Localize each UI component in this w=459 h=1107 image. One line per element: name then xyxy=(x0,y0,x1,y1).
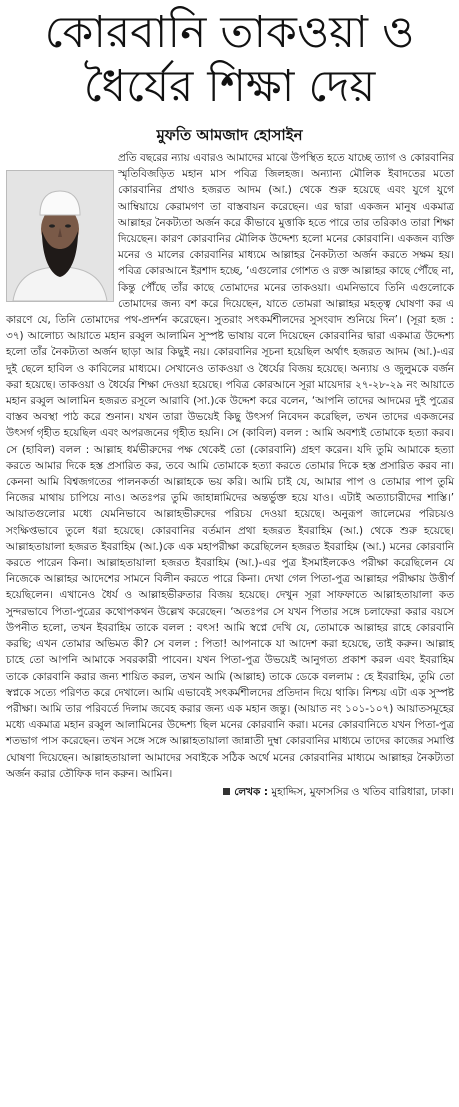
bullet-square-icon xyxy=(223,788,230,795)
author-note xyxy=(6,784,454,800)
author-note-text: মুহাদ্দিস, মুফাসসির ও খতিব বারিধারা, ঢাকা। xyxy=(271,785,454,798)
photo-spacer xyxy=(6,150,118,304)
headline-line-1: কোরবানি তাকওয়া ও xyxy=(44,7,415,58)
headline xyxy=(0,6,459,114)
author-byline: মুফতি আমজাদ হোসাইন xyxy=(156,126,303,144)
article-paragraph: প্রতি বছরের ন্যায় এবারও আমাদের মাঝে উপস্থিত হতে যাচ্ছে ত্যাগ ও কোরবানির স্মৃতিবিজড়িত মহান মাস পবিত্র জিলহজ। অন্যান্য মৌলিক ইবাদতের মতো কোরবানির প্রথাও হজরত আদম (আ.) থেকে শুরু হয়েছে এবং যুগে যুগে আম্বিয়ায়ে কেরামগণ তা বাস্তবায়ন করেছেন। এর দ্বারা একজন মানুষ একমাত্র আল্লাহর নৈকট্যতা অর্জন করে কীভাবে মুত্তাকি হতে পারে তার তরিকাও তারা শিক্ষা দিয়েছেন। কারণ কোরবানির মৌলিক উদ্দেশ্য হলো মনের কোরবানি। একজন ব্যক্তি মনের ও মালের কোরবানির মাধ্যমে আল্লাহর নৈকট্যতা অর্জন করতে সক্ষম হয়। পবিত্র কোরআনে ইরশাদ হচ্ছে, ‘এগুলোর গোশত ও রক্ত আল্লাহর কাছে পৌঁছে না, কিন্তু পৌঁছে তাঁর কাছে তোমাদের মনের তাকওয়া। এমনিভাবে তিনি এগুলোকে তোমাদের জন্য বশ করে দিয়েছেন, যাতে তোমরা আল্লাহর মহত্ত্ব ঘোষণা কর এ কারণে যে, তিনি তোমাদের পথ-প্রদর্শন করেছেন। সুতরাং সৎকর্মশীলদের সুসংবাদ শুনিয়ে দিন’। (সূরা হজ : ৩৭) আলোচ্য আয়াতে মহান রব্বুল আলামিন সুস্পষ্ট ভাষায় বলে দিয়েছেন কোরবানির দ্বারা একমাত্র উদ্দেশ্য হলো তাঁর নৈকট্যতা অর্জন ছাড়া আর কিছুই নয়। কোরবানির সূচনা হয়েছিল অর্থাৎ হজরত আদম (আ.)-এর দুই ছেলে হাবিল ও কাবিলের মাধ্যমে। সেখানেও তাকওয়া ও ধৈর্যের বিজয় হয়েছে। অন্যায় ও জুলুমকে বর্জন করা হয়েছে। তাকওয়া ও ধৈর্যের শিক্ষা দেওয়া হয়েছে। পবিত্র কোরআনে সূরা মায়েদার ২৭-২৮-২৯ নং আয়াতে মহান রব্বুল আলামিন হজরত রসূলে আরাবি (সা.)কে উদ্দেশ করে বলেন, ‘আপনি তাদের আদমের দুই পুত্রের বাস্তব অবস্থা পাঠ করে শুনান। যখন তারা উভয়েই কিছু উৎসর্গ নিবেদন করেছিল, তখন তাদের একজনের উৎসর্গ গৃহীত হয়েছিল এবং অপরজনের গৃহীত হয়নি। সে (কাবিল) বলল : আমি অবশ্যই তোমাকে হত্যা করব। সে (হাবিল) বলল : আল্লাহ ধর্মভীরুদের পক্ষ থেকেই তো (কোরবানি) গ্রহণ করেন। যদি তুমি আমাকে হত্যা করতে আমার দিকে হস্ত প্রসারিত কর, তবে আমি তোমাকে হত্যা করতে তোমার দিকে হস্ত প্রসারিত করব না। কেননা আমি বিশ্বজগতের পালনকর্তা আল্লাহকে ভয় করি। আমি চাই যে, আমার পাপ ও তোমার পাপ তুমি নিজের মাথায় চাপিয়ে নাও। অতঃপর তুমি জাহান্নামিদের অন্তর্ভুক্ত হয়ে যাও। এটাই অত্যাচারীদের শাস্তি।’ আয়াতগুলোর মধ্যে যেমনিভাবে আল্লাহভীরুদের পরিচয় দেওয়া হয়েছে। অনুরূপ জালেমের পরিচয়ও সংক্ষিপ্তভাবে তুলে ধরা হয়েছে। কোরবানির বর্তমান প্রথা হজরত ইবরাহিম (আ.) থেকে শুরু হয়েছে। আল্লাহতায়ালা হজরত ইবরাহিম (আ.)কে এক মহাপরীক্ষা করেছিলেন হজরত ইবরাহিম (আ.) মনের কোরবানি করতে পারেন কিনা। আল্লাহতায়ালা হজরত ইবরাহিম (আ.)-এর পুত্র ইসমাইলকেও পরীক্ষা করেছিলেন যে নিজেকে আল্লাহর আদেশের সামনে বিলীন করতে পারে কিনা। দেখা গেল পিতা-পুত্র আল্লাহর পরীক্ষায় উত্তীর্ণ হয়েছিলেন। এখানেও ধৈর্য ও আল্লাহভীরুতার বিজয় হয়েছে। দেখুন সূরা সাফফাতে আল্লাহতায়ালা কত সুন্দরভাবে পিতা-পুত্রের কথোপকথন উল্লেখ করেছেন। ‘অতঃপর সে যখন পিতার সঙ্গে চলাফেরা করার বয়সে উপনীত হলো, তখন ইবরাহিম তাকে বলল : বৎস! আমি স্বপ্নে দেখি যে, তোমাকে আল্লাহর রাহে কোরবানি করছি; এখন তোমার অভিমত কী? সে বলল : পিতা! আপনাকে যা আদেশ করা হয়েছে, তাই করুন। আল্লাহ চাহে তো আপনি আমাকে সবরকারী পাবেন। যখন পিতা-পুত্র উভয়েই আনুগত্য প্রকাশ করল এবং ইবরাহিম তাকে কোরবানি করার জন্য শায়িত করল, তখন আমি (আল্লাহ) তাকে ডেকে বললাম : হে ইবরাহিম, তুমি তো স্বপ্নকে সত্যে পরিণত করে দেখালে। আমি এভাবেই সৎকর্মশীলদের প্রতিদান দিয়ে থাকি। নিশ্চয় এটা এক সুস্পষ্ট পরীক্ষা। আমি তার পরিবর্তে দিলাম জবেহ করার জন্য এক মহান জন্তু। (আয়াত নং ১০১-১০৭) আয়াতসমূহের মধ্যে একমাত্র মহান রব্বুল আলামিনের উদ্দেশ্য ছিল মনের কোরবানি করা। মনের কোরবানিতে যখন পিতা-পুত্র শতভাগ পাস করেছেন। তখন সঙ্গে সঙ্গে আল্লাহতায়ালা জান্নাতী দুম্বা কোরবানির মাধ্যমে তাদের কাজের সমাপ্তি ঘোষণা দিয়েছেন। আল্লাহতায়ালা আমাদের সবাইকে সঠিক অর্থে মনের কোরবানির মাধ্যমে আল্লাহর নৈকট্যতা অর্জন করার তৌফিক দান করুন। আমিন। xyxy=(6,152,454,780)
author-note-label: লেখক : xyxy=(234,785,269,798)
headline-line-2: ধৈর্যের শিক্ষা দেয় xyxy=(83,61,376,112)
article-body xyxy=(6,150,454,800)
